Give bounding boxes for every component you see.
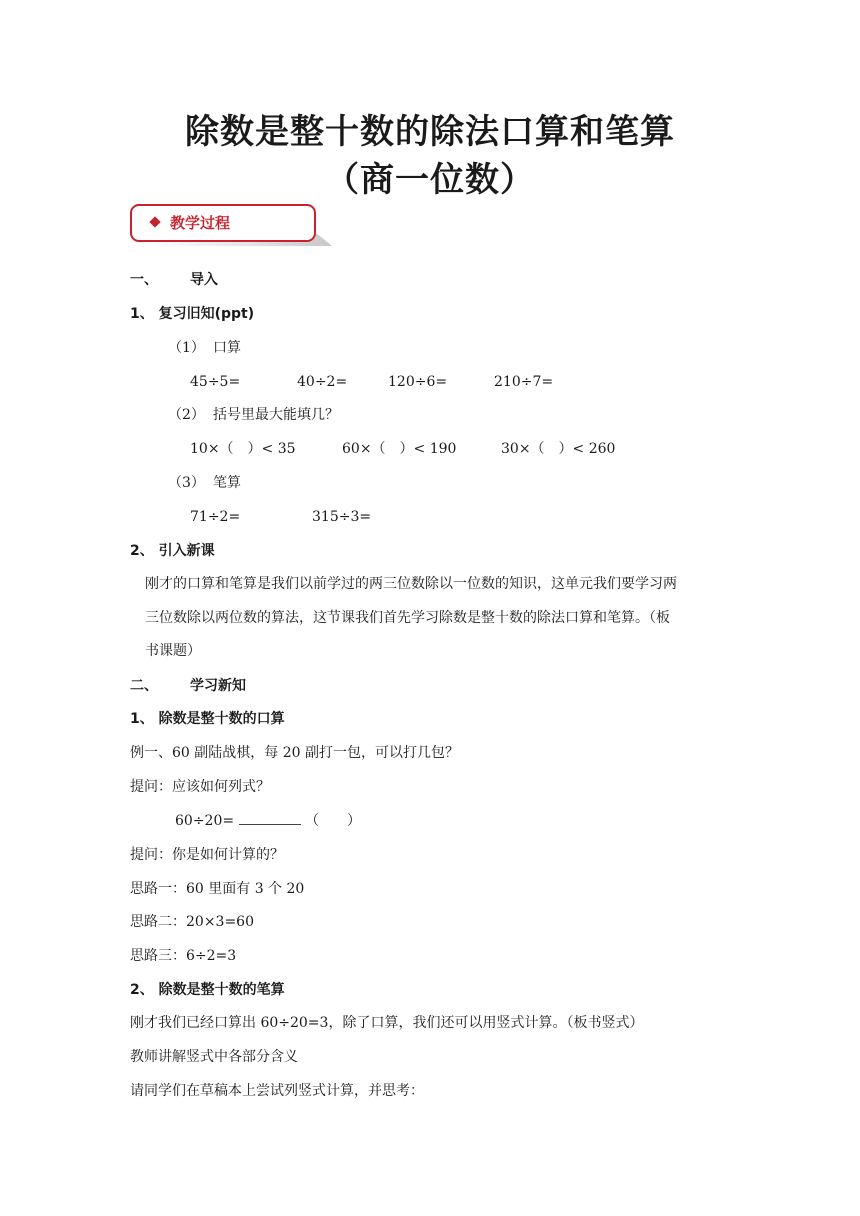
page-title: 除数是整十数的除法口算和笔算 [185, 112, 675, 152]
sub2-title: 括号里最大能填几？ [213, 407, 339, 423]
oral-problem: 210÷7= [494, 374, 554, 390]
sub2-number: （2） [168, 407, 205, 423]
question-text: 提问：你是如何计算的？ [130, 847, 284, 863]
part1-title: 导入 [190, 272, 218, 288]
part2-item2-heading: 2、 除数是整十数的笔算 [130, 982, 285, 998]
example-text: 例一、60 副陆战棋，每 20 副打一包，可以打几包？ [130, 745, 459, 761]
section-tag-label: 教学过程 [170, 214, 231, 232]
part1-item2-heading: 2、 引入新课 [130, 543, 215, 559]
written-problem: 71÷2= [190, 509, 241, 525]
part2-title: 学习新知 [190, 678, 246, 694]
equation-right: （ ） [305, 813, 361, 829]
bracket-problem: 10×（ ）< 35 [190, 441, 296, 457]
intro-paragraph-line: 刚才的口算和笔算是我们以前学过的两三位数除以一位数的知识，这单元我们要学习两 [145, 576, 677, 592]
equation [175, 812, 361, 830]
oral-problem: 45÷5= [190, 374, 241, 390]
oral-problem: 40÷2= [297, 374, 348, 390]
idea-text: 思路二：20×3=60 [130, 914, 254, 930]
oral-problem: 120÷6= [388, 374, 448, 390]
body-text: 请同学们在草稿本上尝试列竖式计算，并思考： [130, 1083, 424, 1099]
body-text: 刚才我们已经口算出 60÷20=3，除了口算，我们还可以用竖式计算。（板书竖式） [130, 1015, 644, 1031]
body-text: 教师讲解竖式中各部分含义 [130, 1049, 298, 1065]
page-subtitle: （商一位数） [325, 160, 535, 200]
idea-text: 思路三：6÷2=3 [130, 948, 237, 964]
intro-paragraph-line: 三位数除以两位数的算法，这节课我们首先学习除数是整十数的除法口算和笔算。（板 [145, 610, 670, 626]
bracket-problem: 60×（ ）< 190 [342, 441, 457, 457]
part1-item1-heading: 1、 复习旧知(ppt) [130, 306, 255, 322]
sub1-number: （1） [168, 340, 205, 356]
bracket-problem: 30×（ ）< 260 [501, 441, 616, 457]
sub1-title: 口算 [213, 340, 241, 356]
sub3-number: （3） [168, 475, 205, 491]
part1-number: 一、 [130, 272, 158, 288]
sub3-title: 笔算 [213, 475, 241, 491]
part2-number: 二、 [130, 678, 158, 694]
written-problem: 315÷3= [312, 509, 372, 525]
question-text: 提问：应该如何列式？ [130, 779, 270, 795]
intro-paragraph-line: 书课题） [145, 643, 201, 659]
idea-text: 思路一：60 里面有 3 个 20 [130, 881, 305, 897]
part2-item1-heading: 1、 除数是整十数的口算 [130, 711, 285, 727]
answer-blank-line [239, 812, 301, 825]
equation-left: 60÷20= [175, 813, 235, 829]
